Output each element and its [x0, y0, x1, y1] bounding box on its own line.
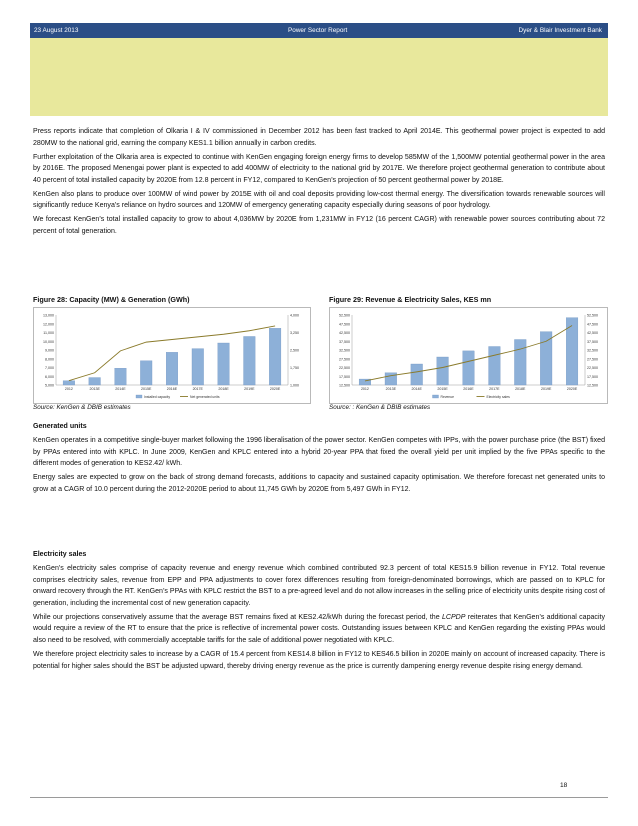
- x-tick-label: 2018E: [515, 387, 526, 391]
- footer-rule: [30, 797, 608, 798]
- x-tick-label: 2016E: [463, 387, 474, 391]
- x-tick-label: 2020E: [269, 387, 281, 391]
- bar: [140, 361, 152, 385]
- intro-paragraph: Further exploitation of the Olkaria area is expected to continue with KenGen engaging foreign energy firms to develop 585MW of the 1,500MW potential geothermal power in the area by 2016E. The proposed Menengai power plant is expected to add 400MW of electricity to the national grid by 2017E. We therefore project geothermal generation to contribute about 40 percent of total installed capacity by 2020E from 12.8 percent in FY12, compared to KenGen’s projection of 50 percent geothermal power by 2018E.: [33, 153, 605, 184]
- figure28-svg: [34, 308, 310, 403]
- bar: [63, 381, 75, 385]
- x-tick-label: 2015E: [141, 387, 152, 391]
- y-left-tick-label: 8,000: [45, 357, 54, 362]
- x-tick-label: 2015E: [437, 387, 448, 391]
- electricity-sales-heading: Electricity sales: [33, 551, 87, 558]
- figure28-chart: [33, 307, 311, 404]
- x-tick-label: 2017E: [489, 387, 500, 391]
- x-tick-label: 2013E: [385, 387, 397, 391]
- figure28-source: Source: KenGen & DBIB estimates: [33, 404, 131, 411]
- bar: [166, 352, 178, 385]
- bar: [489, 347, 501, 386]
- bar: [89, 378, 101, 385]
- legend-line-label: Net generated units: [190, 395, 220, 399]
- bar: [269, 328, 281, 385]
- p2-start: While our projections conservatively assume that the average BST remains fixed at KES2.42/kWh during the forecast period, the: [33, 613, 442, 621]
- x-tick-label: 2012: [64, 387, 73, 391]
- intro-section: [33, 126, 605, 240]
- y-left-tick-label: 12,000: [43, 322, 54, 327]
- intro-paragraph: KenGen also plans to produce over 100MW of wind power by 2015E with oil and coal deposits providing low-cost thermal energy. The diversification towards renewable sources will significantly reduce Kenya’s reliance on hydro sources and 120MW of emergency generating capacity especially during seasons of poor hydrology.: [33, 190, 605, 210]
- intro-paragraph: Press reports indicate that completion of Olkaria I & IV commissioned in December 2012 has been fast tracked to April 2014E. This geothermal power project is expected to add 280MW to the national grid, earning the company KES1.1 billion annually in carbon credits.: [33, 128, 605, 147]
- bar: [218, 343, 230, 385]
- y-right-tick-label: 2,500: [290, 348, 299, 353]
- y-left-tick-label: 11,000: [43, 331, 54, 335]
- legend-bar-label: Revenue: [440, 395, 455, 399]
- y-right-tick-label: 3,250: [290, 331, 299, 335]
- legend-bar-swatch: [136, 395, 142, 398]
- generated-units-section: [33, 421, 605, 498]
- p2-end: reiterates that KenGen’s additional capacity would require a review of the RT to ensure that the price is reflective of incremental power costs. Outstanding issues between KPLC and KenGen regarding the existing PPAs would also need to be resolved, with commercially acceptable tariffs for the sale of additional power negotiated with KPLC.: [33, 613, 605, 644]
- page-header: [30, 23, 608, 38]
- bar: [437, 357, 449, 385]
- bar: [192, 349, 204, 385]
- electricity-sales-paragraph: [33, 612, 605, 647]
- figure28-title: Figure 28: Capacity (MW) & Generation (GWh): [33, 295, 190, 304]
- y-left-tick-label: 32,500: [339, 348, 350, 353]
- x-tick-label: 2020E: [566, 387, 578, 391]
- bar: [463, 351, 475, 385]
- header-title: Power Sector Report: [288, 27, 348, 34]
- y-left-tick-label: 27,500: [339, 357, 350, 362]
- y-left-tick-label: 22,500: [339, 366, 350, 370]
- electricity-sales-paragraph: We therefore project electricity sales to increase by a CAGR of 15.4 percent from KES14.8 billion in FY12 to KES46.5 billion in 2020E mainly on account of increased capacity. There is potential for higher sales should the BST be adjusted upward, thereby driving energy revenue as the price is currently dampening energy revenue despite rising energy demand.: [33, 650, 605, 670]
- x-tick-label: 2019E: [540, 387, 552, 391]
- bar: [540, 332, 552, 385]
- y-left-tick-label: 6,000: [45, 374, 54, 379]
- y-right-tick-label: 1,000: [290, 383, 299, 388]
- x-tick-label: 2013E: [89, 387, 100, 391]
- y-left-tick-label: 9,000: [45, 348, 54, 353]
- x-tick-label: 2014E: [115, 387, 126, 391]
- figure29-chart: [329, 307, 608, 404]
- y-right-tick-label: 22,500: [587, 366, 598, 370]
- x-tick-label: 2016E: [166, 387, 178, 391]
- electricity-sales-paragraph: KenGen’s electricity sales comprise of capacity revenue and energy revenue which combined contributed 92.3 percent of total KES15.9 billion revenue in FY12. Total revenue comprises electricity sales, revenue from EPP and PPA adjustments to cover forex differences resulting from foreign-denominated borrowings, which are passed on to KPLC for onward recovery through the RT. KenGen’s PPAs with KPLC restrict the BST to a pre-agreed level and do not allow increases in the selling price of electricity units despite rising cost of generation, including the incremental cost of new generation capacity.: [33, 564, 605, 607]
- y-left-tick-label: 17,500: [339, 374, 350, 379]
- legend-bar-label: Installed capacity: [144, 395, 171, 399]
- bar: [385, 373, 397, 385]
- y-right-tick-label: 1,750: [290, 366, 299, 370]
- y-left-tick-label: 37,500: [339, 339, 350, 344]
- lcpdp-term: LCPDP: [441, 613, 466, 621]
- y-right-tick-label: 17,500: [587, 374, 598, 379]
- header-date: 23 August 2013: [34, 27, 79, 34]
- y-right-tick-label: 52,500: [587, 313, 598, 318]
- y-left-tick-label: 10,000: [43, 339, 54, 344]
- electricity-sales-section: [33, 549, 605, 675]
- legend-bar-swatch: [433, 395, 439, 398]
- y-right-tick-label: 42,500: [587, 331, 598, 335]
- x-tick-label: 2017E: [192, 387, 203, 391]
- y-left-tick-label: 12,500: [339, 383, 350, 388]
- y-right-tick-label: 12,500: [587, 383, 598, 388]
- y-right-tick-label: 47,500: [587, 322, 598, 327]
- x-tick-label: 2019E: [244, 387, 255, 391]
- figure29-title: Figure 29: Revenue & Electricity Sales, KES mn: [329, 295, 492, 304]
- bar: [411, 364, 423, 385]
- y-left-tick-label: 5,000: [45, 383, 54, 388]
- x-tick-label: 2012: [360, 387, 369, 391]
- bar: [514, 340, 526, 386]
- x-tick-label: 2018E: [218, 387, 229, 391]
- y-left-tick-label: 13,000: [43, 313, 54, 318]
- figure29-source: Source: : KenGen & DBIB estimates: [329, 404, 431, 411]
- y-right-tick-label: 27,500: [587, 357, 598, 362]
- figure29-svg: [330, 308, 607, 403]
- legend-line-label: Electricity sales: [486, 395, 510, 399]
- y-right-tick-label: 4,000: [290, 313, 299, 318]
- y-left-tick-label: 47,500: [339, 322, 350, 327]
- intro-paragraph: We forecast KenGen’s total installed capacity to grow to about 4,036MW by 2020E from 1,231MW in FY12 (16 percent CAGR) with renewable power sources contributing about 72 percent of total generation.: [33, 216, 605, 235]
- y-left-tick-label: 7,000: [45, 366, 54, 370]
- y-left-tick-label: 52,500: [339, 313, 350, 318]
- header-firm: Dyer & Blair Investment Bank: [518, 27, 602, 34]
- header-banner: [30, 38, 608, 116]
- y-right-tick-label: 37,500: [587, 339, 598, 344]
- y-left-tick-label: 42,500: [339, 331, 350, 335]
- page-number: 18: [560, 782, 568, 789]
- bar: [115, 368, 127, 385]
- generated-units-heading: Generated units: [33, 423, 87, 430]
- generated-units-paragraph: Energy sales are expected to grow on the back of strong demand forecasts, additions to capacity and sustained capacity optimisation. We therefore forecast net generated units to grow at a CAGR of 10.0 percent during the 2012-2020E period to about 11,745 GWh by 2020E from 5,497 GWh in FY12.: [33, 474, 605, 493]
- y-right-tick-label: 32,500: [587, 348, 598, 353]
- generated-units-paragraph: KenGen operates in a competitive single-buyer market following the 1996 liberalisation of the power sector. KenGen competes with IPPs, with the power purchase price (the BST) fixed by PPAs entered into with KPLC. In June 2009, KenGen and KPLC entered into a hybrid 20-year PPA that fixed the overall yield per unit implied by the five PPAs specific to the different modes of generation to KES2.42/ kWh.: [33, 436, 605, 468]
- bar: [244, 336, 256, 385]
- x-tick-label: 2014E: [411, 387, 422, 391]
